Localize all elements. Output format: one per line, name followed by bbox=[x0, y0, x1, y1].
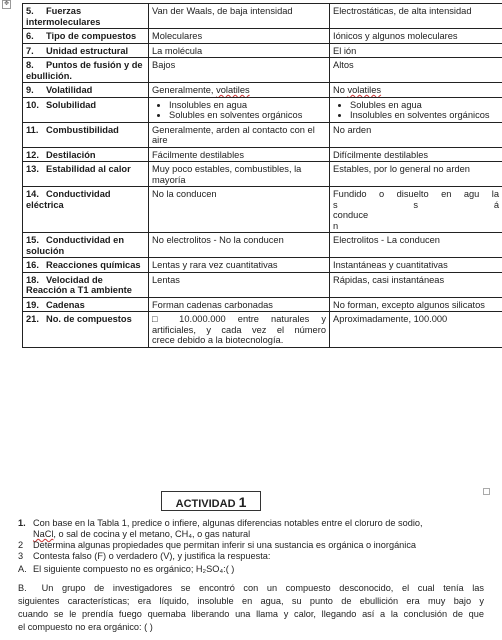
organic-text: Bajos bbox=[152, 60, 176, 70]
question-2-text: Determina algunas propiedades que permitan inferir si una sustancia es orgánica o inorgánica bbox=[33, 540, 417, 550]
property-name: Puntos de fusión y de ebullición. bbox=[26, 60, 143, 81]
organic-cell bbox=[149, 4, 330, 29]
property-name: Estabilidad al calor bbox=[46, 164, 131, 174]
inorganic-line: Fundido o disuelto en agu la bbox=[333, 189, 499, 199]
question-2-number: 2 bbox=[18, 540, 24, 550]
inorganic-text: Electrolitos - La conducen bbox=[333, 235, 440, 245]
organic-cell bbox=[149, 83, 330, 98]
property-name-cell bbox=[23, 122, 149, 147]
table-row bbox=[23, 162, 502, 187]
table-row bbox=[23, 187, 502, 233]
activity-number: 1 bbox=[238, 494, 247, 510]
inorganic-cell bbox=[330, 147, 502, 162]
organic-text: No la conducen bbox=[152, 189, 217, 199]
nacl-text: NaCl bbox=[33, 529, 54, 539]
row-number: 11. bbox=[26, 124, 39, 135]
inorganic-cell bbox=[330, 58, 502, 83]
question-1-line2: , o sal de cocina y el metano, CH₄, o gas natural bbox=[53, 529, 251, 539]
property-name: Conductividad eléctrica bbox=[26, 189, 111, 210]
activity-title-box bbox=[161, 491, 261, 511]
question-a bbox=[18, 564, 484, 575]
organic-text: Van der Waals, de baja intensidad bbox=[152, 6, 293, 16]
organic-list bbox=[152, 100, 326, 121]
question-3-text: Contesta falso (F) o verdadero (V), y justifica la respuesta: bbox=[33, 551, 271, 561]
inorganic-text: Iónicos y algunos moleculares bbox=[333, 31, 458, 41]
table-row bbox=[23, 297, 502, 312]
property-name-cell bbox=[23, 29, 149, 44]
row-number: 15. bbox=[26, 235, 39, 245]
question-b-line3: cuando se le prendía fuego quemaba liberando una llama y calor, llegando así a la conclusión de que bbox=[18, 609, 484, 619]
question-b-line4: el compuesto no era orgánico: ( ) bbox=[18, 622, 153, 632]
inorganic-text: Difícilmente destilables bbox=[333, 149, 429, 160]
table-resize-handle-icon[interactable] bbox=[483, 488, 490, 495]
question-1-line1: Con base en la Tabla 1, predice o infiere, algunas diferencias notables entre el cloruro de sodio, bbox=[33, 518, 423, 528]
list-item: • Insolubles en solventes orgánicos bbox=[350, 110, 499, 121]
property-name-cell bbox=[23, 297, 149, 312]
organic-cell bbox=[149, 58, 330, 83]
organic-cell bbox=[149, 97, 330, 122]
properties-table bbox=[22, 3, 502, 348]
property-name-cell bbox=[23, 83, 149, 98]
organic-text: Lentas y rara vez cuantitativas bbox=[152, 260, 278, 270]
question-3-number: 3 bbox=[18, 551, 24, 561]
inorganic-text: Electrostáticas, de alta intensidad bbox=[333, 6, 472, 16]
table-row bbox=[23, 122, 502, 147]
organic-cell bbox=[149, 29, 330, 44]
misspelled-word: volatiles bbox=[347, 85, 382, 95]
table-row bbox=[23, 147, 502, 162]
property-name-cell bbox=[23, 312, 149, 348]
inorganic-text: El ión bbox=[333, 45, 357, 56]
list-item: • Insolubles en agua bbox=[169, 100, 326, 111]
row-number: 13. bbox=[26, 164, 39, 174]
inorganic-line: conduce bbox=[333, 210, 369, 220]
inorganic-cell bbox=[330, 233, 502, 258]
organic-line: □ 10.000.000 entre naturales y bbox=[152, 314, 326, 324]
organic-cell bbox=[149, 233, 330, 258]
property-name: Unidad estructural bbox=[46, 45, 129, 56]
inorganic-cell bbox=[330, 122, 502, 147]
property-name-cell bbox=[23, 58, 149, 83]
row-number: 21. bbox=[26, 314, 39, 324]
inorganic-line: s s á bbox=[333, 199, 499, 210]
organic-cell bbox=[149, 122, 330, 147]
row-number: 16. bbox=[26, 260, 39, 270]
row-number: 19. bbox=[26, 299, 39, 310]
property-name: Volatilidad bbox=[46, 85, 93, 95]
row-number: 10. bbox=[26, 99, 39, 110]
organic-text: Generalmente, arden al contacto con el aire bbox=[152, 124, 315, 145]
inorganic-list bbox=[333, 100, 499, 121]
table-row bbox=[23, 312, 502, 348]
inorganic-cell bbox=[330, 272, 502, 297]
property-name-cell bbox=[23, 258, 149, 273]
row-number: 12. bbox=[26, 149, 39, 160]
organic-text: Muy poco estables, combustibles, la mayoría bbox=[152, 164, 302, 185]
organic-cell bbox=[149, 43, 330, 58]
property-name: Solubilidad bbox=[46, 99, 97, 110]
activity-label: ACTIVIDAD bbox=[175, 498, 236, 510]
organic-line: crece debido a la biotecnología. bbox=[152, 335, 284, 345]
table-row bbox=[23, 4, 502, 29]
property-name-cell bbox=[23, 162, 149, 187]
property-name-cell bbox=[23, 272, 149, 297]
table-row bbox=[23, 29, 502, 44]
organic-text: Lentas bbox=[152, 274, 180, 285]
property-name: Cadenas bbox=[46, 299, 85, 310]
question-a-text: El siguiente compuesto no es orgánico; H₂SO₄:( ) bbox=[33, 564, 235, 574]
property-name: Destilación bbox=[46, 149, 96, 160]
inorganic-cell bbox=[330, 187, 502, 233]
property-name: Reacciones químicas bbox=[46, 260, 141, 270]
organic-cell bbox=[149, 297, 330, 312]
table-row bbox=[23, 58, 502, 83]
property-name-cell bbox=[23, 187, 149, 233]
organic-cell bbox=[149, 258, 330, 273]
misspelled-word: volatiles bbox=[216, 85, 250, 95]
table-row bbox=[23, 258, 502, 273]
inorganic-text: No forman, excepto algunos silicatos bbox=[333, 299, 485, 310]
organic-cell bbox=[149, 312, 330, 348]
property-name-cell bbox=[23, 4, 149, 29]
property-name: Fuerzas intermoleculares bbox=[26, 6, 101, 27]
question-3 bbox=[18, 551, 484, 562]
question-a-label: A. bbox=[18, 564, 27, 574]
inorganic-cell bbox=[330, 297, 502, 312]
table-row bbox=[23, 97, 502, 122]
inorganic-cell bbox=[330, 83, 502, 98]
inorganic-text: No bbox=[333, 85, 348, 95]
properties-table-body bbox=[23, 4, 502, 348]
inorganic-cell bbox=[330, 29, 502, 44]
inorganic-cell bbox=[330, 97, 502, 122]
organic-cell bbox=[149, 147, 330, 162]
list-item: • Solubles en solventes orgánicos bbox=[169, 110, 326, 121]
organic-text: Forman cadenas carbonadas bbox=[152, 299, 273, 310]
question-b-label: B. bbox=[18, 583, 27, 593]
row-number: 14. bbox=[26, 189, 39, 199]
table-move-handle-icon[interactable]: ✥ bbox=[3, 1, 10, 7]
organic-text: Generalmente, bbox=[152, 85, 217, 95]
inorganic-line: n bbox=[333, 220, 339, 231]
question-1 bbox=[18, 518, 484, 529]
row-number: 6. bbox=[26, 31, 34, 41]
property-name: Velocidad de Reacción a T1 ambiente bbox=[26, 274, 132, 295]
question-b-line2: siguientes características; era líquido, insoluble en agua, su punto de ebullición era muy bajo y bbox=[18, 596, 484, 606]
property-name-cell bbox=[23, 97, 149, 122]
property-name-cell bbox=[23, 147, 149, 162]
property-name: Combustibilidad bbox=[46, 124, 119, 135]
table-row bbox=[23, 233, 502, 258]
property-name: No. de compuestos bbox=[46, 314, 132, 324]
inorganic-text: Rápidas, casi instantáneas bbox=[333, 274, 445, 285]
question-b-line1: B. Un grupo de investigadores se encontró con un compuesto desconocido, el cual tenía las bbox=[18, 583, 484, 593]
row-number: 5. bbox=[26, 6, 34, 16]
inorganic-text: Altos bbox=[333, 60, 354, 70]
property-name: Tipo de compuestos bbox=[46, 31, 137, 41]
table-row bbox=[23, 272, 502, 297]
property-name-cell bbox=[23, 233, 149, 258]
row-number: 8. bbox=[26, 60, 34, 70]
row-number: 18. bbox=[26, 274, 39, 285]
inorganic-cell bbox=[330, 258, 502, 273]
inorganic-text: No arden bbox=[333, 124, 372, 135]
organic-cell bbox=[149, 272, 330, 297]
table-row bbox=[23, 43, 502, 58]
inorganic-cell bbox=[330, 43, 502, 58]
inorganic-cell bbox=[330, 162, 502, 187]
property-name: Conductividad en solución bbox=[26, 235, 124, 256]
organic-cell bbox=[149, 187, 330, 233]
list-item: • Solubles en agua bbox=[350, 100, 499, 111]
organic-text: Fácilmente destilables bbox=[152, 149, 244, 160]
organic-text: La molécula bbox=[152, 45, 203, 56]
inorganic-text: Estables, por lo general no arden bbox=[333, 164, 470, 174]
question-2 bbox=[18, 540, 484, 551]
row-number: 9. bbox=[26, 85, 34, 95]
inorganic-cell bbox=[330, 312, 502, 348]
question-1-cont bbox=[33, 529, 499, 540]
property-name-cell bbox=[23, 43, 149, 58]
table-row bbox=[23, 83, 502, 98]
organic-text: No electrolitos - No la conducen bbox=[152, 235, 284, 245]
question-1-number: 1. bbox=[18, 518, 26, 528]
row-number: 7. bbox=[26, 45, 34, 56]
inorganic-cell bbox=[330, 4, 502, 29]
inorganic-text: Aproximadamente, 100.000 bbox=[333, 314, 448, 324]
inorganic-text: Instantáneas y cuantitativas bbox=[333, 260, 448, 270]
organic-cell bbox=[149, 162, 330, 187]
organic-line: artificiales, y cada vez el número bbox=[152, 324, 326, 335]
organic-text: Moleculares bbox=[152, 31, 203, 41]
